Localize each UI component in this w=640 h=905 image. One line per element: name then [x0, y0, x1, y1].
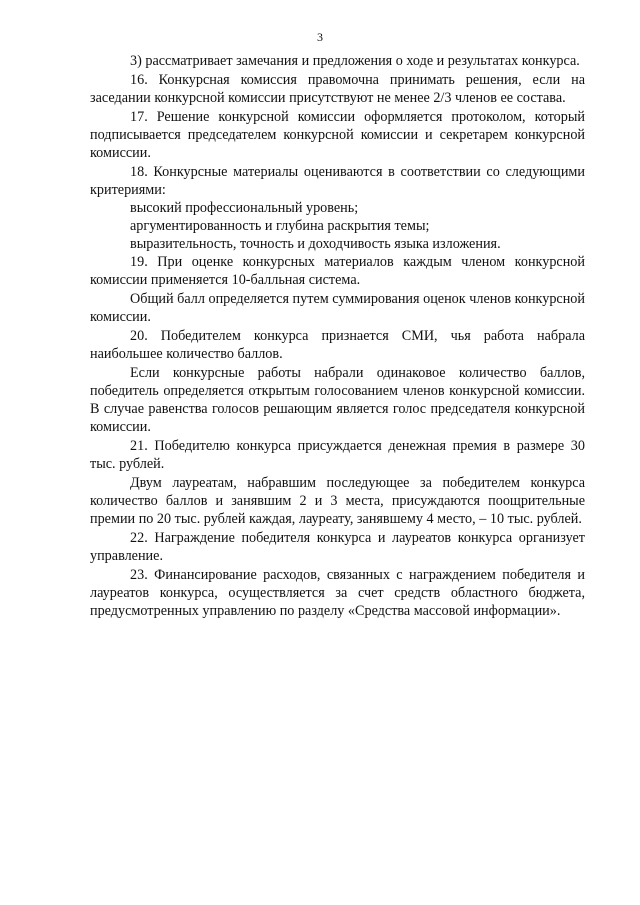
criteria-item-2: аргументированность и глубина раскрытия темы;	[130, 218, 430, 234]
paragraph-17: 17. Решение конкурсной комиссии оформляется протоколом, который подписывается председателем конкурсной комиссии и секретарем конкурсной комиссии.	[90, 109, 585, 161]
paragraph-19-total-score: Общий балл определяется путем суммирования оценок членов конкурсной комиссии.	[90, 291, 585, 325]
paragraph-20-tie-rule: Если конкурсные работы набрали одинаковое количество баллов, победитель определяется открытым голосованием членов конкурсной комиссии. В случае равенства голосов решающим является голос председателя конкурсной комиссии.	[90, 365, 585, 435]
paragraph-18: 18. Конкурсные материалы оцениваются в соответствии со следующими критериями:	[90, 164, 585, 198]
paragraph-20: 20. Победителем конкурса признается СМИ, чья работа набрала наибольшее количество баллов.	[90, 328, 585, 362]
paragraph-21: 21. Победителю конкурса присуждается денежная премия в размере 30 тыс. рублей.	[90, 438, 585, 472]
paragraph-22: 22. Награждение победителя конкурса и лауреатов конкурса организует управление.	[90, 530, 585, 564]
paragraph-item-3: 3) рассматривает замечания и предложения о ходе и результатах конкурса.	[130, 53, 580, 69]
paragraph-21-laureates: Двум лауреатам, набравшим последующее за победителем конкурса количество баллов и занявшим 2 и 3 места, присуждаются поощрительные премии по 20 тыс. рублей каждая, лауреату, занявшему 4 место, – 10 тыс. рублей.	[90, 475, 585, 527]
paragraph-23: 23. Финансирование расходов, связанных с награждением победителя и лауреатов конкурса, осуществляется за счет средств областного бюджета, предусмотренных управлению по разделу «Средства массовой информации».	[90, 567, 585, 619]
paragraph-19: 19. При оценке конкурсных материалов каждым членом конкурсной комиссии применяется 10-балльная система.	[90, 254, 585, 288]
criteria-item-1: высокий профессиональный уровень;	[130, 200, 359, 216]
page-number: 3	[317, 30, 323, 44]
criteria-item-3: выразительность, точность и доходчивость языка изложения.	[130, 236, 501, 252]
document-body	[90, 52, 585, 620]
paragraph-16: 16. Конкурсная комиссия правомочна принимать решения, если на заседании конкурсной комиссии присутствуют не менее 2/3 членов ее состава.	[90, 72, 585, 106]
